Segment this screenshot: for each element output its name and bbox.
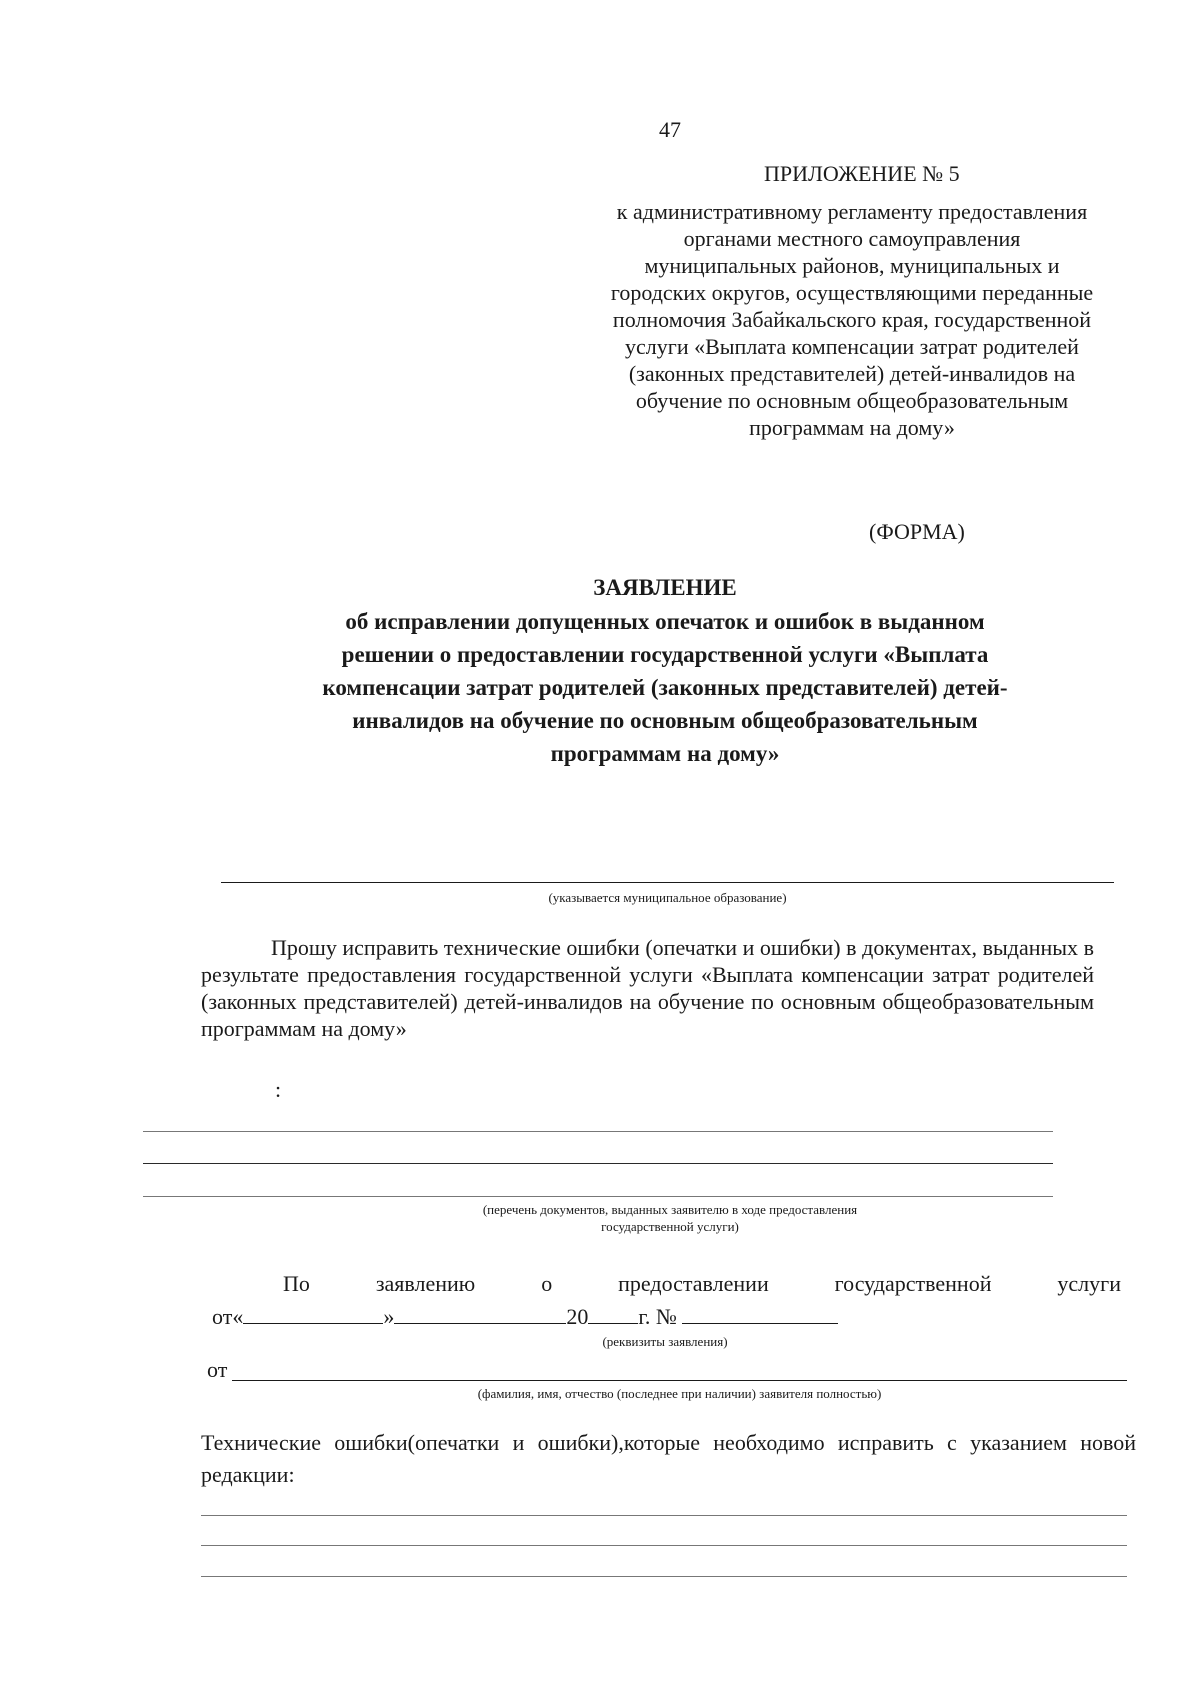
documents-field-line[interactable] [143, 1131, 1053, 1132]
form-label: (ФОРМА) [869, 519, 965, 544]
year-field[interactable] [588, 1301, 638, 1324]
appendix-line: полномочия Забайкальского края, государственной [612, 307, 1092, 332]
page-number: 47 [659, 117, 681, 142]
applicant-caption: (фамилия, имя, отчество (последнее при наличии) заявителя полностью) [477, 1386, 882, 1401]
documents-caption-line: (перечень документов, выданных заявителю в ходе предоставления [482, 1202, 858, 1217]
appendix-line: городских округов, осуществляющими переданные [610, 280, 1094, 305]
errors-field-line[interactable] [201, 1515, 1127, 1516]
appendix-line: органами местного самоуправления [683, 226, 1021, 251]
appendix-text [560, 198, 1144, 441]
appendix-line: обучение по основным общеобразовательным [635, 388, 1069, 413]
year-suffix: г. № [638, 1304, 677, 1329]
documents-caption-line: государственной услуги) [601, 1219, 739, 1234]
month-field[interactable] [394, 1301, 566, 1324]
day-field[interactable] [243, 1301, 383, 1324]
quote-close: » [383, 1304, 395, 1329]
appendix-line: услуги «Выплата компенсации затрат родителей [625, 334, 1079, 359]
errors-field-line[interactable] [201, 1576, 1127, 1577]
heading-line: решении о предоставлении государственной услуги «Выплата [341, 642, 989, 667]
appendix-title: ПРИЛОЖЕНИЕ № 5 [764, 161, 960, 186]
documents-field-line[interactable] [143, 1196, 1053, 1197]
appendix-line: муниципальных районов, муниципальных и [644, 253, 1060, 278]
application-word: государственной [834, 1271, 992, 1296]
documents-field-line[interactable] [143, 1163, 1053, 1164]
request-paragraph: Прошу исправить технические ошибки (опечатки и ошибки) в документах, выданных в результате предоставления государственной услуги «Выплата компенсации затрат родителей (законных представителей) детей-инвалидов на обучение по основным общеобразовательным программам на дому» [201, 935, 1094, 1041]
year-prefix: 20 [566, 1304, 589, 1329]
errors-paragraph: Технические ошибки(опечатки и ошибки),которые необходимо исправить с указанием новой редакции: [201, 1430, 1136, 1487]
application-word: предоставлении [618, 1271, 769, 1296]
appendix-line: (законных представителей) детей-инвалидов на [628, 361, 1076, 386]
application-word: о [541, 1271, 553, 1296]
appendix-line: программам на дому» [749, 415, 955, 440]
application-word: По [283, 1271, 310, 1296]
municipality-field-line[interactable] [221, 882, 1114, 883]
heading-line: программам на дому» [550, 741, 780, 766]
heading-line: об исправлении допущенных опечаток и ошибок в выданном [345, 609, 985, 634]
appendix-line: к административному регламенту предоставления [616, 199, 1088, 224]
colon-mark: : [275, 1077, 282, 1102]
municipality-caption: (указывается муниципальное образование) [548, 890, 787, 905]
from-prefix: от« [212, 1304, 244, 1329]
application-line [283, 1270, 1121, 1297]
application-number-field[interactable] [682, 1301, 838, 1324]
heading-line: инвалидов на обучение по основным общеобразовательным [352, 708, 978, 733]
application-word: заявлению [375, 1271, 476, 1296]
requisites-caption: (реквизиты заявления) [602, 1334, 728, 1349]
heading-title: ЗАЯВЛЕНИЕ [593, 575, 737, 600]
errors-field-line[interactable] [201, 1545, 1127, 1546]
documents-caption [300, 1201, 1040, 1235]
applicant-field-line[interactable] [232, 1380, 1127, 1381]
heading-block [200, 605, 1130, 770]
heading-line: компенсации затрат родителей (законных представителей) детей- [322, 675, 1008, 700]
applicant-prefix: от [207, 1357, 228, 1382]
application-date-row [212, 1301, 838, 1330]
application-word: услуги [1057, 1271, 1121, 1296]
